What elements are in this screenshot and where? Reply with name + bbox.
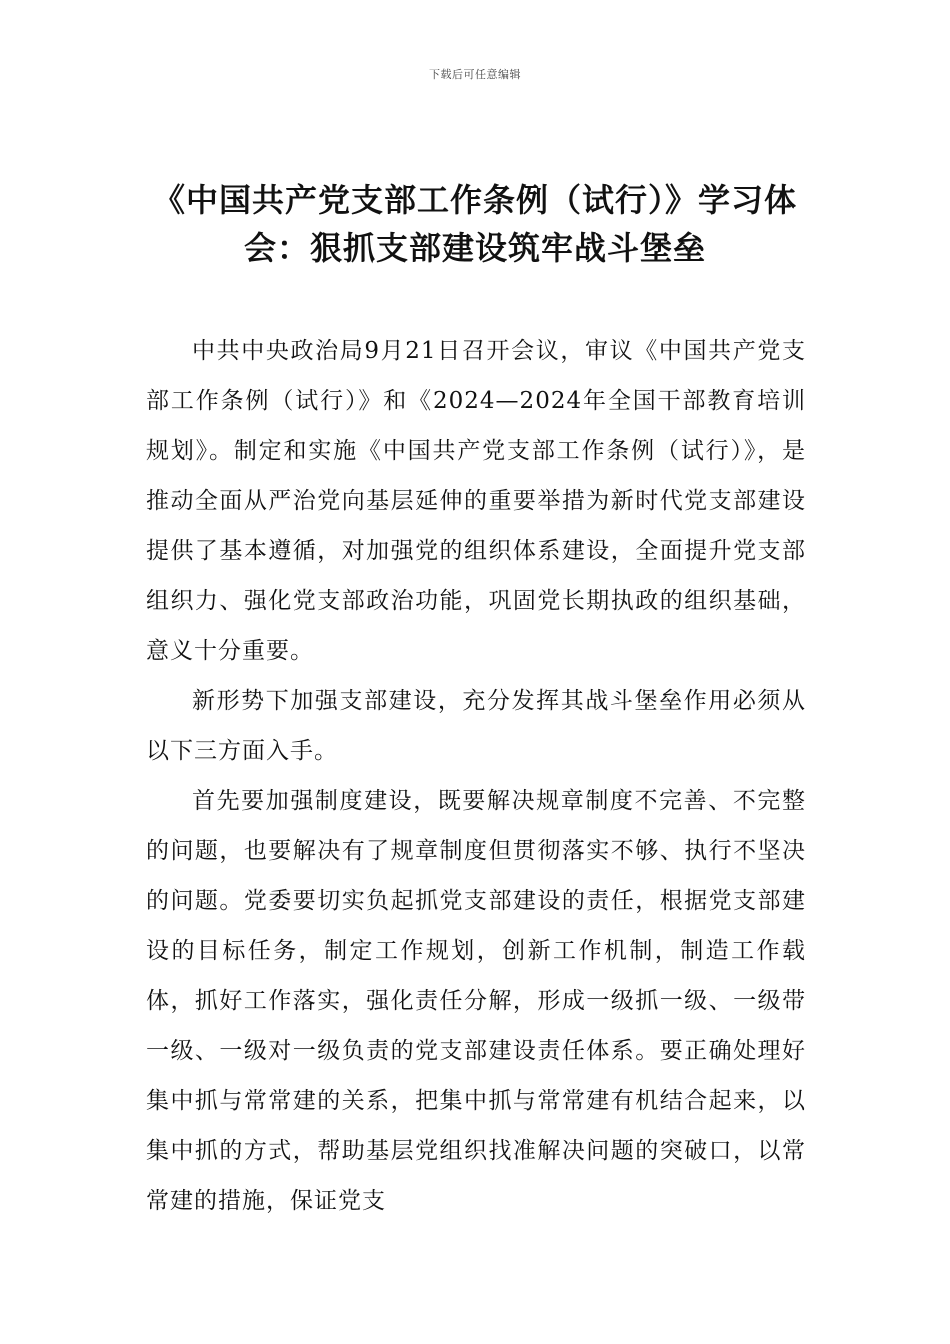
paragraph-2: 新形势下加强支部建设，充分发挥其战斗堡垒作用必须从以下三方面入手。 — [146, 688, 806, 764]
paragraph-1: 中共中央政治局9月21日召开会议，审议《中国共产党支部工作条例（试行）》和《2024—2024年全国干部教育培训规划》。制定和实施《中国共产党支部工作条例（试行）》，是推动全面从严治党向基层延伸的重要举措为新时代党支部建设提供了基本遵循，对加强党的组织体系建设，全面提升党支部组织力、强化党支部政治功能，巩固党长期执政的组织基础，意义十分重要。 — [146, 338, 806, 664]
document-body — [146, 326, 806, 1226]
paragraph-3: 首先要加强制度建设，既要解决规章制度不完善、不完整的问题，也要解决有了规章制度但贯彻落实不够、执行不坚决的问题。党委要切实负起抓党支部建设的责任，根据党支部建设的目标任务，制定工作规划，创新工作机制，制造工作载体，抓好工作落实，强化责任分解，形成一级抓一级、一级带一级、一级对一级负责的党支部建设责任体系。要正确处理好集中抓与常常建的关系，把集中抓与常常建有机结合起来，以集中抓的方式，帮助基层党组织找准解决问题的突破口，以常常建的措施，保证党支 — [146, 788, 806, 1214]
document-title: 《中国共产党支部工作条例（试行）》学习体会：狠抓支部建设筑牢战斗堡垒 — [152, 181, 797, 267]
header-note: 下载后可任意编辑 — [429, 68, 521, 81]
